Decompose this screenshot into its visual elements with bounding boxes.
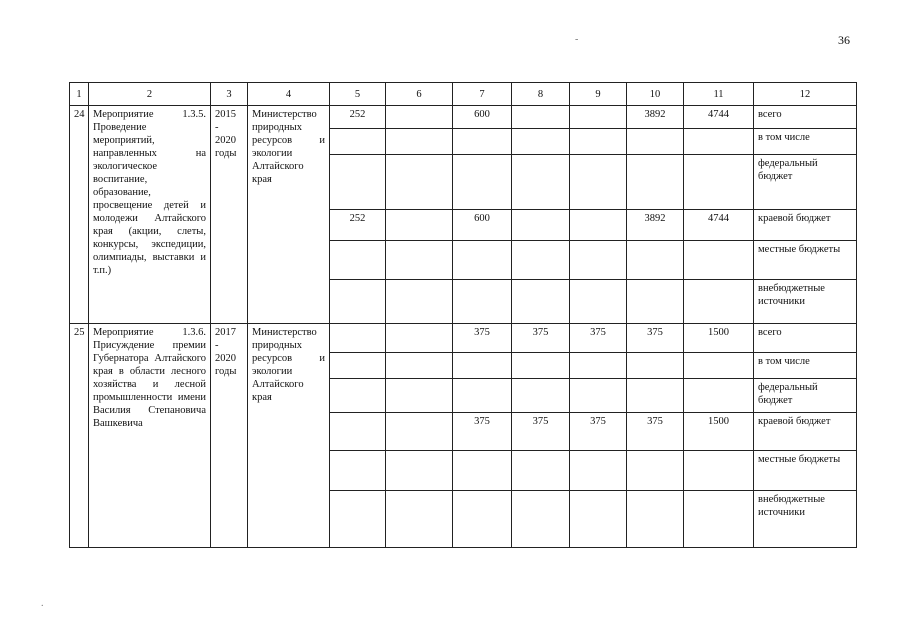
funding-cell: 375 [453, 324, 512, 353]
funding-cell [386, 491, 453, 548]
funding-cell [627, 280, 684, 324]
funding-cell [512, 491, 570, 548]
funding-cell [386, 280, 453, 324]
funding-cell [512, 155, 570, 210]
table-row [70, 324, 857, 353]
column-header: 7 [453, 83, 512, 106]
funding-source-label: внебюджетные источники [754, 491, 857, 548]
funding-cell [453, 280, 512, 324]
funding-cell: 600 [453, 106, 512, 129]
funding-cell [512, 353, 570, 379]
funding-cell [330, 155, 386, 210]
column-header: 12 [754, 83, 857, 106]
column-header: 11 [684, 83, 754, 106]
table-row [70, 106, 857, 129]
funding-cell: 375 [453, 413, 512, 451]
funding-cell [386, 353, 453, 379]
funding-cell [512, 241, 570, 280]
funding-cell: 375 [627, 324, 684, 353]
implementation-years: 2015 - 2020 годы [211, 106, 248, 324]
funding-cell [386, 210, 453, 241]
funding-cell [453, 379, 512, 413]
funding-cell [627, 241, 684, 280]
funding-cell [570, 280, 627, 324]
funding-cell: 1500 [684, 413, 754, 451]
funding-cell [330, 324, 386, 353]
funding-source-label: всего [754, 106, 857, 129]
funding-cell [453, 155, 512, 210]
row-number: 25 [70, 324, 89, 548]
funding-cell [386, 379, 453, 413]
funding-cell [570, 491, 627, 548]
funding-cell [627, 451, 684, 491]
funding-cell [570, 210, 627, 241]
funding-cell [386, 241, 453, 280]
funding-cell [512, 210, 570, 241]
program-activities-table [69, 82, 857, 548]
page-number: 36 [838, 33, 850, 47]
funding-cell [386, 129, 453, 155]
row-number: 24 [70, 106, 89, 324]
funding-cell [570, 241, 627, 280]
funding-source-label: федеральный бюджет [754, 379, 857, 413]
funding-cell [330, 379, 386, 413]
funding-cell [684, 155, 754, 210]
funding-source-label: внебюджетные источники [754, 280, 857, 324]
funding-cell: 3892 [627, 210, 684, 241]
funding-cell [684, 280, 754, 324]
funding-cell [512, 129, 570, 155]
funding-cell [453, 129, 512, 155]
funding-cell [512, 280, 570, 324]
funding-cell [627, 491, 684, 548]
funding-cell [684, 451, 754, 491]
funding-cell: 375 [570, 413, 627, 451]
funding-source-label: всего [754, 324, 857, 353]
scan-mark: . [41, 598, 44, 609]
funding-cell [684, 353, 754, 379]
funding-cell [512, 451, 570, 491]
funding-source-label: федеральный бюджет [754, 155, 857, 210]
column-header: 2 [89, 83, 211, 106]
funding-cell: 252 [330, 106, 386, 129]
funding-cell: 375 [512, 324, 570, 353]
funding-cell: 375 [512, 413, 570, 451]
funding-cell [512, 379, 570, 413]
funding-cell [330, 241, 386, 280]
funding-cell [453, 241, 512, 280]
funding-cell [453, 491, 512, 548]
funding-cell [512, 106, 570, 129]
funding-cell [570, 155, 627, 210]
column-header: 1 [70, 83, 89, 106]
funding-cell: 4744 [684, 106, 754, 129]
funding-cell [330, 353, 386, 379]
funding-cell: 375 [627, 413, 684, 451]
funding-source-label: местные бюджеты [754, 241, 857, 280]
funding-cell [684, 379, 754, 413]
implementation-years: 2017 - 2020 годы [211, 324, 248, 548]
funding-cell [627, 353, 684, 379]
funding-cell [570, 353, 627, 379]
funding-cell: 4744 [684, 210, 754, 241]
column-header: 3 [211, 83, 248, 106]
scan-mark: - [575, 34, 579, 45]
funding-source-label: в том числе [754, 129, 857, 155]
responsible-organization: Министерство природных ресурсов и экологии Алтайского края [248, 324, 330, 548]
measure-name: Мероприятие 1.3.5. Проведение мероприятий, направленных на экологическое воспитание, образование, просвещение детей и молодежи Алтайского края (акции, слеты, конкурсы, экспедиции, олимпиады, выставки и т.п.) [89, 106, 211, 324]
funding-cell: 600 [453, 210, 512, 241]
funding-cell [627, 379, 684, 413]
funding-cell [386, 155, 453, 210]
responsible-organization: Министерство природных ресурсов и экологии Алтайского края [248, 106, 330, 324]
funding-cell [453, 353, 512, 379]
funding-cell: 3892 [627, 106, 684, 129]
measure-name: Мероприятие 1.3.6. Присуждение премии Губернатора Алтайского края в области лесного хозяйства и лесной промышленности имени Василия Степановича Вашкевича [89, 324, 211, 548]
funding-cell [570, 379, 627, 413]
funding-cell [684, 241, 754, 280]
column-header: 5 [330, 83, 386, 106]
funding-cell: 1500 [684, 324, 754, 353]
funding-source-label: местные бюджеты [754, 451, 857, 491]
column-header: 9 [570, 83, 627, 106]
funding-cell [684, 491, 754, 548]
column-header: 8 [512, 83, 570, 106]
funding-source-label: в том числе [754, 353, 857, 379]
funding-cell [570, 106, 627, 129]
funding-source-label: краевой бюджет [754, 210, 857, 241]
funding-cell [386, 324, 453, 353]
funding-cell: 252 [330, 210, 386, 241]
column-header: 6 [386, 83, 453, 106]
funding-source-label: краевой бюджет [754, 413, 857, 451]
funding-cell [386, 451, 453, 491]
funding-cell [330, 413, 386, 451]
funding-cell [570, 451, 627, 491]
funding-cell [627, 129, 684, 155]
funding-cell [330, 451, 386, 491]
funding-cell [386, 413, 453, 451]
funding-cell [386, 106, 453, 129]
funding-cell [627, 155, 684, 210]
funding-cell [453, 451, 512, 491]
column-header: 10 [627, 83, 684, 106]
funding-cell: 375 [570, 324, 627, 353]
funding-cell [570, 129, 627, 155]
column-header: 4 [248, 83, 330, 106]
funding-cell [330, 491, 386, 548]
funding-cell [330, 129, 386, 155]
header-row [70, 83, 857, 106]
funding-cell [330, 280, 386, 324]
funding-cell [684, 129, 754, 155]
